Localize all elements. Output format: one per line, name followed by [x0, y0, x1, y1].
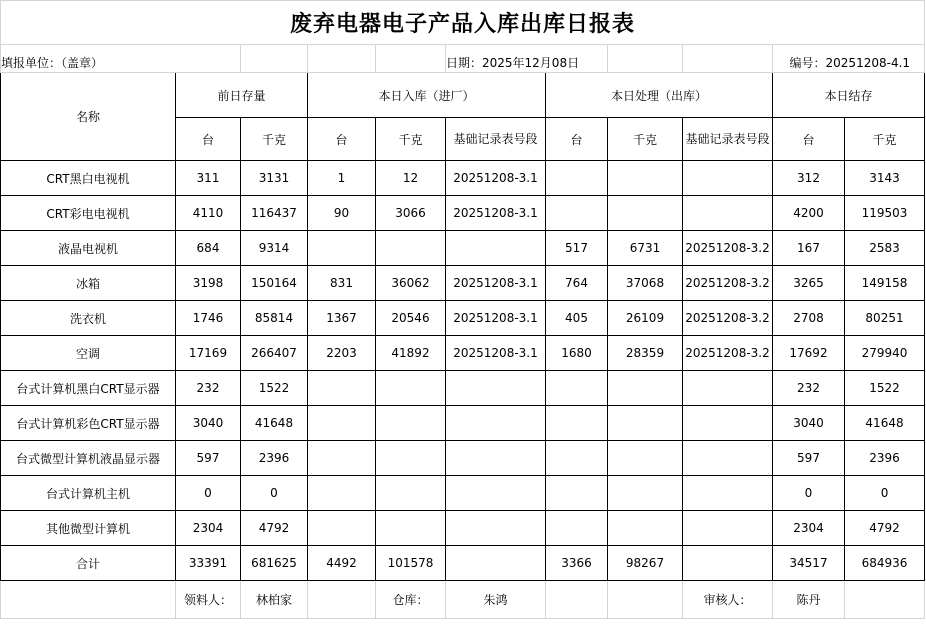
cell: 2304 — [773, 511, 845, 546]
cell: 36062 — [376, 266, 446, 301]
cell: 20251208-3.1 — [446, 266, 546, 301]
cell — [546, 406, 608, 441]
row-name: 台式微型计算机液晶显示器 — [1, 441, 176, 476]
cell: 3066 — [376, 196, 446, 231]
cell — [546, 161, 608, 196]
cell — [608, 476, 683, 511]
cell: 20251208-3.1 — [446, 336, 546, 371]
cell: 20251208-3.2 — [683, 231, 773, 266]
cell — [376, 406, 446, 441]
cell: 232 — [773, 371, 845, 406]
header-out: 本日处理（出库） — [546, 73, 773, 118]
cell: 37068 — [608, 266, 683, 301]
cell: 41648 — [845, 406, 925, 441]
cell — [446, 406, 546, 441]
cell: 0 — [176, 476, 241, 511]
cell — [683, 161, 773, 196]
row-name: CRT黑白电视机 — [1, 161, 176, 196]
warehouse-label: 仓库： — [376, 581, 446, 619]
cell: 28359 — [608, 336, 683, 371]
row-name: 洗衣机 — [1, 301, 176, 336]
table-row — [1, 371, 925, 406]
cell: 2396 — [845, 441, 925, 476]
cell — [446, 371, 546, 406]
cell — [446, 231, 546, 266]
cell: 26109 — [608, 301, 683, 336]
cell: 41648 — [241, 406, 308, 441]
cell — [608, 371, 683, 406]
cell: 4792 — [241, 511, 308, 546]
cell: 2203 — [308, 336, 376, 371]
total-cell — [683, 546, 773, 581]
cell: 20546 — [376, 301, 446, 336]
header-out-record: 基础记录表号段 — [683, 118, 773, 161]
cell — [608, 441, 683, 476]
row-name: CRT彩电电视机 — [1, 196, 176, 231]
reviewer-name: 陈丹 — [773, 581, 845, 619]
cell: 312 — [773, 161, 845, 196]
cell: 3040 — [176, 406, 241, 441]
cell: 1367 — [308, 301, 376, 336]
total-cell: 684936 — [845, 546, 925, 581]
cell: 167 — [773, 231, 845, 266]
cell: 17169 — [176, 336, 241, 371]
cell: 279940 — [845, 336, 925, 371]
cell: 12 — [376, 161, 446, 196]
cell: 2708 — [773, 301, 845, 336]
row-name: 液晶电视机 — [1, 231, 176, 266]
total-row — [1, 546, 925, 581]
table-row — [1, 266, 925, 301]
cell — [546, 441, 608, 476]
header-prev: 前日存量 — [176, 73, 308, 118]
cell — [683, 511, 773, 546]
row-name: 台式计算机黑白CRT显示器 — [1, 371, 176, 406]
report-title: 废弃电器电子产品入库出库日报表 — [1, 1, 925, 45]
cell: 4110 — [176, 196, 241, 231]
cell: 17692 — [773, 336, 845, 371]
cell: 9314 — [241, 231, 308, 266]
cell — [446, 476, 546, 511]
table-row — [1, 476, 925, 511]
header-out-kg: 千克 — [608, 118, 683, 161]
table-row — [1, 336, 925, 371]
cell: 4792 — [845, 511, 925, 546]
header-in: 本日入库（进厂） — [308, 73, 546, 118]
cell — [376, 371, 446, 406]
table-row — [1, 301, 925, 336]
cell — [446, 511, 546, 546]
cell: 1522 — [845, 371, 925, 406]
cell: 0 — [845, 476, 925, 511]
cell — [683, 441, 773, 476]
cell: 684 — [176, 231, 241, 266]
header-in-count: 台 — [308, 118, 376, 161]
cell: 597 — [773, 441, 845, 476]
cell: 116437 — [241, 196, 308, 231]
cell: 119503 — [845, 196, 925, 231]
row-name: 台式计算机彩色CRT显示器 — [1, 406, 176, 441]
total-label: 合计 — [1, 546, 176, 581]
cell: 232 — [176, 371, 241, 406]
table-row — [1, 441, 925, 476]
cell — [683, 196, 773, 231]
table-row — [1, 196, 925, 231]
header-out-count: 台 — [546, 118, 608, 161]
cell — [376, 476, 446, 511]
cell — [546, 476, 608, 511]
header-bal-count: 台 — [773, 118, 845, 161]
cell: 20251208-3.2 — [683, 301, 773, 336]
cell: 41892 — [376, 336, 446, 371]
cell: 6731 — [608, 231, 683, 266]
total-cell — [446, 546, 546, 581]
report-date: 日期：2025年12月08日 — [446, 45, 608, 73]
cell — [446, 441, 546, 476]
table-row — [1, 231, 925, 266]
row-name: 冰箱 — [1, 266, 176, 301]
cell: 831 — [308, 266, 376, 301]
cell — [608, 511, 683, 546]
row-name: 其他微型计算机 — [1, 511, 176, 546]
cell: 2583 — [845, 231, 925, 266]
header-balance: 本日结存 — [773, 73, 925, 118]
cell: 85814 — [241, 301, 308, 336]
total-cell: 4492 — [308, 546, 376, 581]
cell: 149158 — [845, 266, 925, 301]
cell: 1522 — [241, 371, 308, 406]
header-prev-kg: 千克 — [241, 118, 308, 161]
table-row — [1, 161, 925, 196]
cell: 1 — [308, 161, 376, 196]
cell — [608, 406, 683, 441]
cell: 20251208-3.2 — [683, 336, 773, 371]
cell: 3198 — [176, 266, 241, 301]
cell: 0 — [241, 476, 308, 511]
cell: 405 — [546, 301, 608, 336]
cell — [376, 441, 446, 476]
header-in-record: 基础记录表号段 — [446, 118, 546, 161]
cell — [308, 511, 376, 546]
cell: 2396 — [241, 441, 308, 476]
cell — [683, 476, 773, 511]
cell: 20251208-3.2 — [683, 266, 773, 301]
reviewer-label: 审核人： — [683, 581, 773, 619]
total-cell: 101578 — [376, 546, 446, 581]
cell — [308, 441, 376, 476]
total-cell: 33391 — [176, 546, 241, 581]
cell: 20251208-3.1 — [446, 301, 546, 336]
cell — [308, 371, 376, 406]
total-cell: 34517 — [773, 546, 845, 581]
cell: 2304 — [176, 511, 241, 546]
cell: 3131 — [241, 161, 308, 196]
row-name: 台式计算机主机 — [1, 476, 176, 511]
header-bal-kg: 千克 — [845, 118, 925, 161]
cell: 266407 — [241, 336, 308, 371]
total-cell: 681625 — [241, 546, 308, 581]
signature-row — [1, 581, 925, 619]
cell — [376, 231, 446, 266]
cell: 3040 — [773, 406, 845, 441]
cell: 80251 — [845, 301, 925, 336]
cell — [683, 406, 773, 441]
cell: 20251208-3.1 — [446, 161, 546, 196]
receiver-name: 林柏家 — [241, 581, 308, 619]
cell: 4200 — [773, 196, 845, 231]
row-name: 空调 — [1, 336, 176, 371]
header-name: 名称 — [1, 73, 176, 161]
cell: 764 — [546, 266, 608, 301]
fill-unit: 填报单位：（盖章） — [1, 45, 241, 73]
receiver-label: 领料人： — [176, 581, 241, 619]
cell: 3143 — [845, 161, 925, 196]
cell — [376, 511, 446, 546]
cell: 517 — [546, 231, 608, 266]
cell: 1746 — [176, 301, 241, 336]
cell — [546, 196, 608, 231]
cell: 597 — [176, 441, 241, 476]
header-prev-count: 台 — [176, 118, 241, 161]
table-row — [1, 406, 925, 441]
total-cell: 98267 — [608, 546, 683, 581]
cell — [683, 371, 773, 406]
cell — [308, 406, 376, 441]
cell: 3265 — [773, 266, 845, 301]
cell: 0 — [773, 476, 845, 511]
report-serial: 编号：20251208-4.1 — [773, 45, 925, 73]
table-row — [1, 511, 925, 546]
warehouse-name: 朱鸿 — [446, 581, 546, 619]
cell — [546, 371, 608, 406]
cell: 20251208-3.1 — [446, 196, 546, 231]
cell — [608, 161, 683, 196]
cell: 1680 — [546, 336, 608, 371]
cell — [608, 196, 683, 231]
cell — [308, 231, 376, 266]
cell — [308, 476, 376, 511]
cell — [546, 511, 608, 546]
header-row-groups — [1, 73, 925, 118]
header-in-kg: 千克 — [376, 118, 446, 161]
cell: 311 — [176, 161, 241, 196]
cell: 150164 — [241, 266, 308, 301]
cell: 90 — [308, 196, 376, 231]
total-cell: 3366 — [546, 546, 608, 581]
